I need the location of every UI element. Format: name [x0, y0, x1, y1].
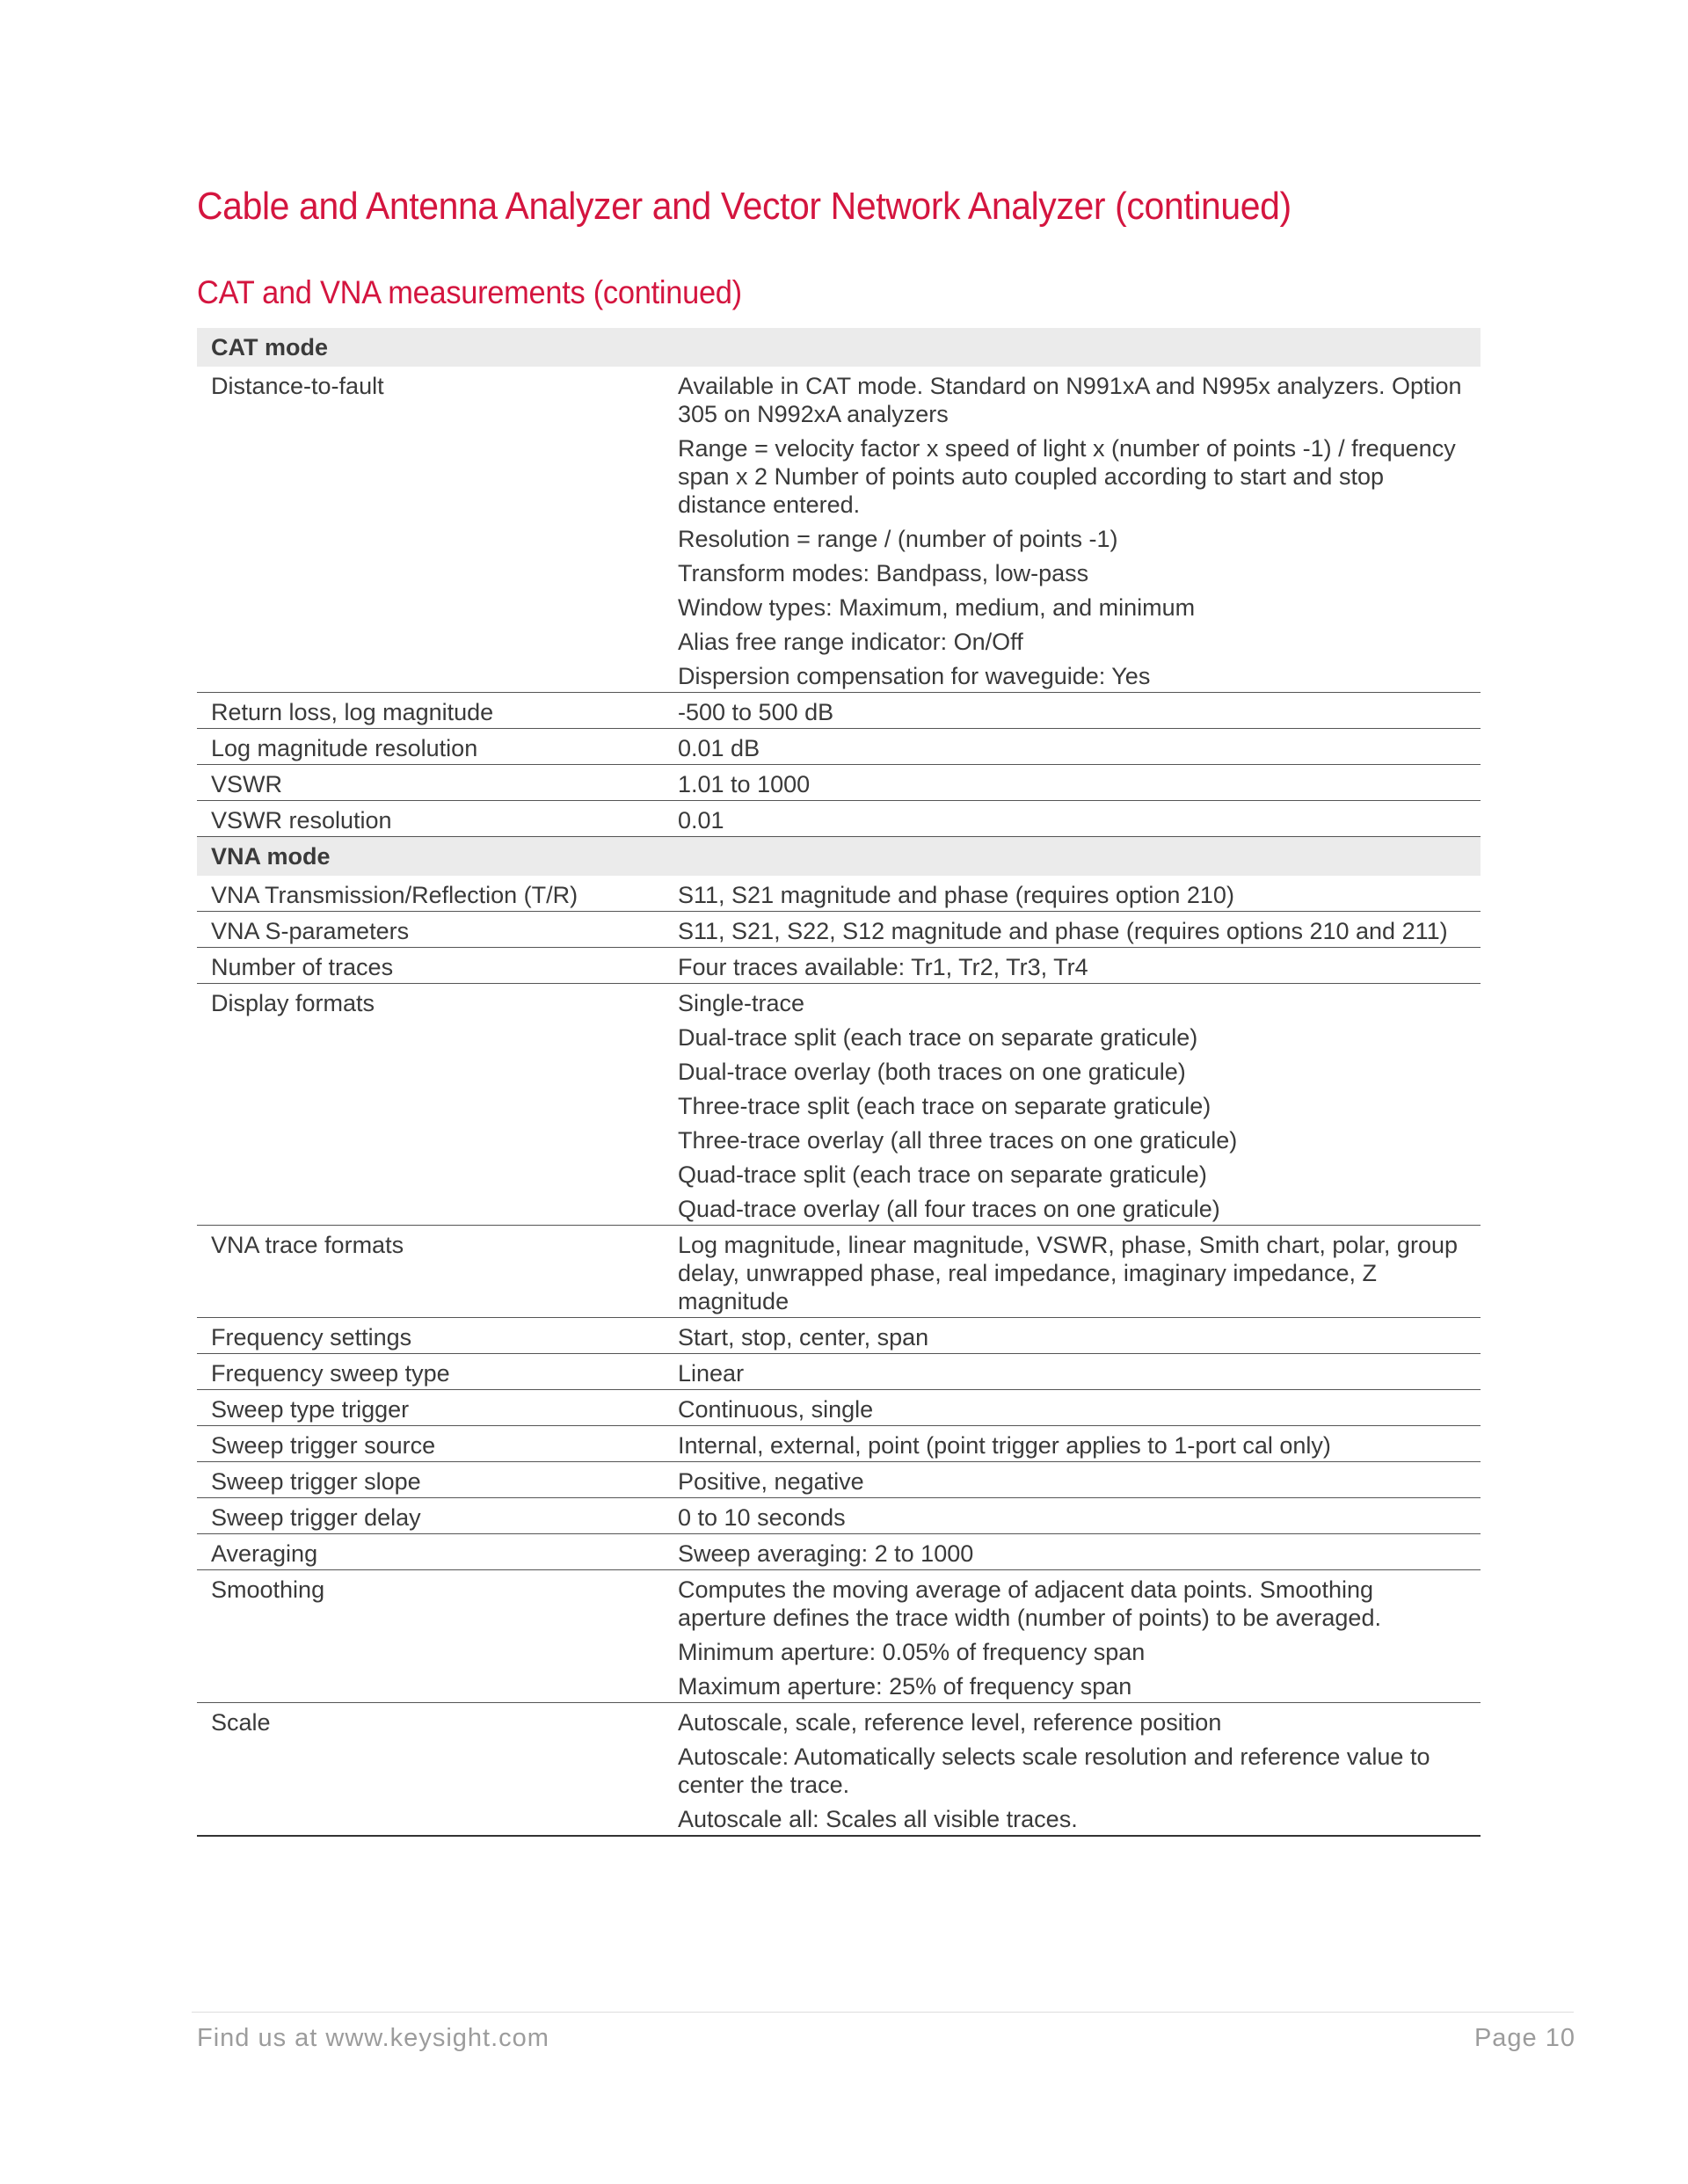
table-row: [197, 1534, 1481, 1570]
spec-value: Dual-trace split (each trace on separate graticule): [678, 1024, 1198, 1051]
spec-value: Window types: Maximum, medium, and minimum: [678, 594, 1196, 621]
spec-value: 0.01: [678, 807, 724, 834]
spec-value: Log magnitude, linear magnitude, VSWR, phase, Smith chart, polar, group delay, unwrapped phase, real impedance, imaginary impedance, Z magnitude: [678, 1232, 1458, 1314]
table-row: [197, 948, 1481, 984]
page-title: Cable and Antenna Analyzer and Vector Network Analyzer (continued): [197, 185, 1291, 228]
table-row: [197, 1226, 1481, 1318]
table-row: [197, 1354, 1481, 1390]
spec-table: [197, 328, 1481, 1837]
spec-label: Averaging: [211, 1540, 318, 1567]
footer-website: Find us at www.keysight.com: [197, 2024, 549, 2052]
spec-value: S11, S21, S22, S12 magnitude and phase (requires options 210 and 211): [678, 918, 1448, 944]
spec-value: Internal, external, point (point trigger applies to 1-port cal only): [678, 1432, 1331, 1459]
spec-value: 0.01 dB: [678, 735, 760, 761]
spec-label: Log magnitude resolution: [211, 735, 478, 761]
spec-value: Autoscale all: Scales all visible traces.: [678, 1806, 1078, 1832]
spec-value-cell: [664, 1226, 1481, 1318]
table-row: [197, 1498, 1481, 1534]
footer-divider: [192, 2012, 1574, 2013]
spec-label: VNA Transmission/Reflection (T/R): [211, 882, 578, 908]
spec-value: Continuous, single: [678, 1396, 874, 1423]
page-number: Page 10: [1473, 2024, 1575, 2052]
spec-value-cell: [664, 367, 1481, 693]
section-header-row: [197, 837, 1481, 877]
spec-value-cell: [664, 984, 1481, 1226]
table-row: [197, 801, 1481, 837]
spec-value-cell: [664, 729, 1481, 765]
spec-label: Smoothing: [211, 1576, 325, 1603]
spec-value: Range = velocity factor x speed of light x (number of points -1) / frequency span x 2 Number of points auto coupled according to start and stop distance entered.: [678, 435, 1456, 518]
spec-value-cell: [664, 1703, 1481, 1837]
spec-value: Autoscale: Automatically selects scale resolution and reference value to center the trace.: [678, 1744, 1430, 1798]
spec-label: Display formats: [211, 990, 375, 1016]
spec-label: Return loss, log magnitude: [211, 699, 494, 725]
table-row: [197, 367, 1481, 693]
spec-value: Quad-trace overlay (all four traces on one graticule): [678, 1196, 1220, 1222]
section-header: VNA mode: [197, 837, 1481, 877]
section-header: CAT mode: [197, 328, 1481, 367]
spec-value: Three-trace overlay (all three traces on one graticule): [678, 1127, 1238, 1154]
spec-value: Alias free range indicator: On/Off: [678, 629, 1023, 655]
table-row: [197, 1703, 1481, 1837]
spec-value-cell: [664, 1570, 1481, 1703]
spec-value: S11, S21 magnitude and phase (requires option 210): [678, 882, 1234, 908]
spec-value-cell: [664, 1318, 1481, 1354]
spec-value: Autoscale, scale, reference level, reference position: [678, 1709, 1222, 1736]
spec-label: Distance-to-fault: [211, 373, 384, 399]
spec-value: Available in CAT mode. Standard on N991xA and N995x analyzers. Option 305 on N992xA analyzers: [678, 373, 1462, 427]
table-row: [197, 984, 1481, 1226]
spec-value-cell: [664, 1534, 1481, 1570]
spec-value: Four traces available: Tr1, Tr2, Tr3, Tr4: [678, 954, 1088, 980]
spec-label: Sweep trigger delay: [211, 1504, 421, 1531]
spec-label: VSWR: [211, 771, 282, 797]
section-header-row: [197, 328, 1481, 367]
spec-value-cell: [664, 948, 1481, 984]
spec-label: VNA S-parameters: [211, 918, 410, 944]
table-row: [197, 912, 1481, 948]
spec-table-body: [197, 328, 1481, 1836]
spec-value-cell: [664, 693, 1481, 729]
spec-label: Scale: [211, 1709, 271, 1736]
spec-value: Single-trace: [678, 990, 805, 1016]
table-row: [197, 1570, 1481, 1703]
table-row: [197, 765, 1481, 801]
spec-value-cell: [664, 876, 1481, 912]
table-row: [197, 876, 1481, 912]
table-row: [197, 729, 1481, 765]
spec-value-cell: [664, 1426, 1481, 1462]
spec-value: Sweep averaging: 2 to 1000: [678, 1540, 974, 1567]
spec-label: Sweep trigger slope: [211, 1468, 421, 1495]
spec-value-cell: [664, 912, 1481, 948]
spec-value: Quad-trace split (each trace on separate graticule): [678, 1161, 1207, 1188]
spec-value: Dual-trace overlay (both traces on one graticule): [678, 1059, 1186, 1085]
spec-label: Sweep type trigger: [211, 1396, 410, 1423]
spec-value: 0 to 10 seconds: [678, 1504, 846, 1531]
spec-value-cell: [664, 765, 1481, 801]
table-row: [197, 1426, 1481, 1462]
table-row: [197, 1462, 1481, 1498]
spec-value: Computes the moving average of adjacent data points. Smoothing aperture defines the trace width (number of points) to be averaged.: [678, 1576, 1381, 1631]
spec-label: Number of traces: [211, 954, 394, 980]
spec-value-cell: [664, 1498, 1481, 1534]
spec-value: Linear: [678, 1360, 745, 1387]
spec-value: Dispersion compensation for waveguide: Yes: [678, 663, 1151, 689]
spec-value: Resolution = range / (number of points -1): [678, 526, 1118, 552]
spec-value: Three-trace split (each trace on separate graticule): [678, 1093, 1211, 1119]
spec-value: Start, stop, center, span: [678, 1324, 929, 1350]
spec-value: 1.01 to 1000: [678, 771, 811, 797]
spec-label: Frequency sweep type: [211, 1360, 450, 1387]
spec-value: Minimum aperture: 0.05% of frequency span: [678, 1639, 1146, 1665]
spec-value-cell: [664, 801, 1481, 837]
table-row: [197, 1390, 1481, 1426]
spec-value-cell: [664, 1390, 1481, 1426]
spec-value: Maximum aperture: 25% of frequency span: [678, 1673, 1132, 1700]
spec-label: Sweep trigger source: [211, 1432, 436, 1459]
spec-value-cell: [664, 1354, 1481, 1390]
spec-value: Transform modes: Bandpass, low-pass: [678, 560, 1089, 586]
spec-value: Positive, negative: [678, 1468, 864, 1495]
section-title: CAT and VNA measurements (continued): [197, 274, 742, 310]
spec-value: -500 to 500 dB: [678, 699, 834, 725]
spec-value-cell: [664, 1462, 1481, 1498]
spec-label: VSWR resolution: [211, 807, 392, 834]
spec-label: VNA trace formats: [211, 1232, 404, 1258]
table-row: [197, 693, 1481, 729]
spec-label: Frequency settings: [211, 1324, 412, 1350]
table-row: [197, 1318, 1481, 1354]
